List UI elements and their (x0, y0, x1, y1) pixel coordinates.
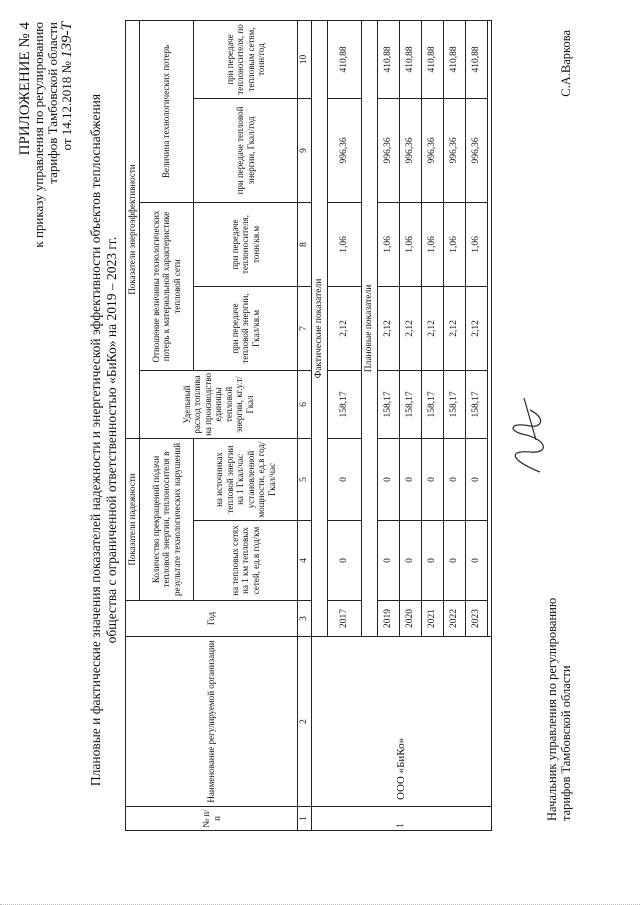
year-cell: 2021 (422, 601, 444, 637)
header-fuel-consumption: Удельный расход топлива на производство единицы тепловой энергии, кг.у.т/Гкал (140, 370, 298, 438)
loss-heat-cell: 996,36 (444, 98, 466, 202)
column-number: 6 (298, 370, 312, 438)
column-number-row (298, 20, 312, 830)
signatory-name: С.А.Варкова (559, 30, 573, 97)
column-number: 1 (298, 807, 312, 831)
header-reliability-group: Показатели надежности (126, 438, 140, 600)
sources-cell: 0 (378, 438, 400, 520)
column-number: 3 (298, 601, 312, 637)
fuel-cell: 158,17 (400, 370, 422, 438)
networks-cell: 0 (378, 521, 400, 601)
header-networks: на тепловых сетях на 1 км тепловых сетей, ед.в год/км (194, 521, 298, 601)
column-number: 2 (298, 637, 312, 807)
loss-carrier-cell: 410,88 (400, 20, 422, 98)
header-efficiency-group: Показатели энергоэффективности (126, 20, 140, 438)
fuel-cell: 158,17 (378, 370, 400, 438)
appendix-title: ПРИЛОЖЕНИЕ № 4 (17, 22, 33, 156)
sources-cell: 0 (422, 438, 444, 520)
appendix-header (18, 22, 74, 248)
section-actual-row (312, 20, 328, 830)
document-title (88, 15, 120, 865)
section-planned-label: Плановые показатели (362, 20, 378, 636)
networks-cell: 0 (422, 521, 444, 601)
appendix-date-line (60, 22, 74, 248)
header-organization: Наименование регулируемой организации (126, 637, 298, 807)
loss-heat-cell: 996,36 (378, 98, 400, 202)
year-cell: 2019 (378, 601, 400, 637)
sources-cell: 0 (328, 438, 362, 520)
loss-carrier-cell: 410,88 (378, 20, 400, 98)
ratio-carrier-cell: 1,06 (422, 202, 444, 286)
column-number: 10 (298, 20, 312, 98)
loss-carrier-cell: 410,88 (422, 20, 444, 98)
signatory-position (545, 598, 573, 821)
row-number: 1 (312, 807, 492, 831)
loss-carrier-cell: 410,88 (466, 20, 488, 98)
sources-cell: 0 (400, 438, 422, 520)
indicators-table (125, 20, 492, 831)
signatory-position-line-2: тарифов Тамбовской области (559, 665, 573, 821)
loss-heat-cell: 996,36 (328, 98, 362, 202)
ratio-heat-cell: 2,12 (422, 286, 444, 370)
header-technological-losses: Величина технологических потерь (140, 20, 194, 202)
signatory-position-line-1: Начальник управления по регулированию (545, 597, 559, 821)
fuel-cell: 158,17 (328, 370, 362, 438)
spacer-cell (488, 20, 492, 636)
year-cell: 2020 (400, 601, 422, 637)
title-line-1: Плановые и фактические значения показателей надежности и энергетической эффективности объектов теплоснабжения (88, 93, 103, 787)
networks-cell: 0 (328, 521, 362, 601)
ratio-carrier-cell: 1,06 (466, 202, 488, 286)
networks-cell: 0 (400, 521, 422, 601)
loss-heat-cell: 996,36 (400, 98, 422, 202)
loss-carrier-cell: 410,88 (444, 20, 466, 98)
title-line-2: общества с ограниченной ответственностью «БиКо» на 2019 – 2023 гг. (104, 236, 119, 644)
ratio-carrier-cell: 1,06 (328, 202, 362, 286)
ratio-heat-cell: 2,12 (328, 286, 362, 370)
header-ratio-carrier: при передаче теплоносителя, тонн/кв.м (194, 202, 298, 286)
order-number: 139-Т (59, 22, 75, 58)
ratio-heat-cell: 2,12 (378, 286, 400, 370)
appendix-line-1: к приказу управления по регулированию (31, 22, 46, 248)
loss-carrier-cell: 410,88 (328, 20, 362, 98)
year-cell: 2022 (444, 601, 466, 637)
loss-heat-cell: 996,36 (422, 98, 444, 202)
ratio-heat-cell: 2,12 (400, 286, 422, 370)
ratio-carrier-cell: 1,06 (444, 202, 466, 286)
header-interruptions: Количество прекращений подачи тепловой энергии, теплоносителя в результате технологических нарушений (140, 438, 194, 600)
header-sources: на источниках тепловой энергии на 1 Гкал/час установленной мощности, ед.в год/Гкал/час (194, 438, 298, 520)
ratio-heat-cell: 2,12 (466, 286, 488, 370)
column-number: 7 (298, 286, 312, 370)
header-loss-ratio: Отношение величины технологических потерь к материальной характеристике тепловой сети (140, 202, 194, 370)
column-number: 4 (298, 521, 312, 601)
ratio-heat-cell: 2,12 (444, 286, 466, 370)
fuel-cell: 158,17 (422, 370, 444, 438)
column-number: 8 (298, 202, 312, 286)
header-loss-heat: при передаче тепловой энергии, Гкал/год (194, 98, 298, 202)
header-loss-carrier: при передаче теплоносителя, по тепловым сетям, тонн/год (194, 20, 298, 98)
sources-cell: 0 (444, 438, 466, 520)
column-number: 9 (298, 98, 312, 202)
header-ratio-heat: при передаче тепловой энергии, Гкал/кв.м (194, 286, 298, 370)
appendix-date: от 14.12.2018 № (59, 61, 74, 151)
networks-cell: 0 (466, 521, 488, 601)
fuel-cell: 158,17 (466, 370, 488, 438)
signature-icon (500, 390, 560, 480)
networks-cell: 0 (444, 521, 466, 601)
sources-cell: 0 (466, 438, 488, 520)
fuel-cell: 158,17 (444, 370, 466, 438)
year-cell: 2017 (328, 601, 362, 637)
organization-name: ООО «БиКо» (312, 637, 492, 807)
column-number: 5 (298, 438, 312, 520)
scan-edge-marks (0, 896, 640, 905)
header-number: № п/п (126, 807, 298, 831)
ratio-carrier-cell: 1,06 (400, 202, 422, 286)
ratio-carrier-cell: 1,06 (378, 202, 400, 286)
appendix-line-2: тарифов Тамбовской области (45, 22, 60, 184)
section-actual-label: Фактические показатели (312, 20, 328, 636)
loss-heat-cell: 996,36 (466, 98, 488, 202)
year-cell: 2023 (466, 601, 488, 637)
header-year: Год (126, 601, 298, 637)
